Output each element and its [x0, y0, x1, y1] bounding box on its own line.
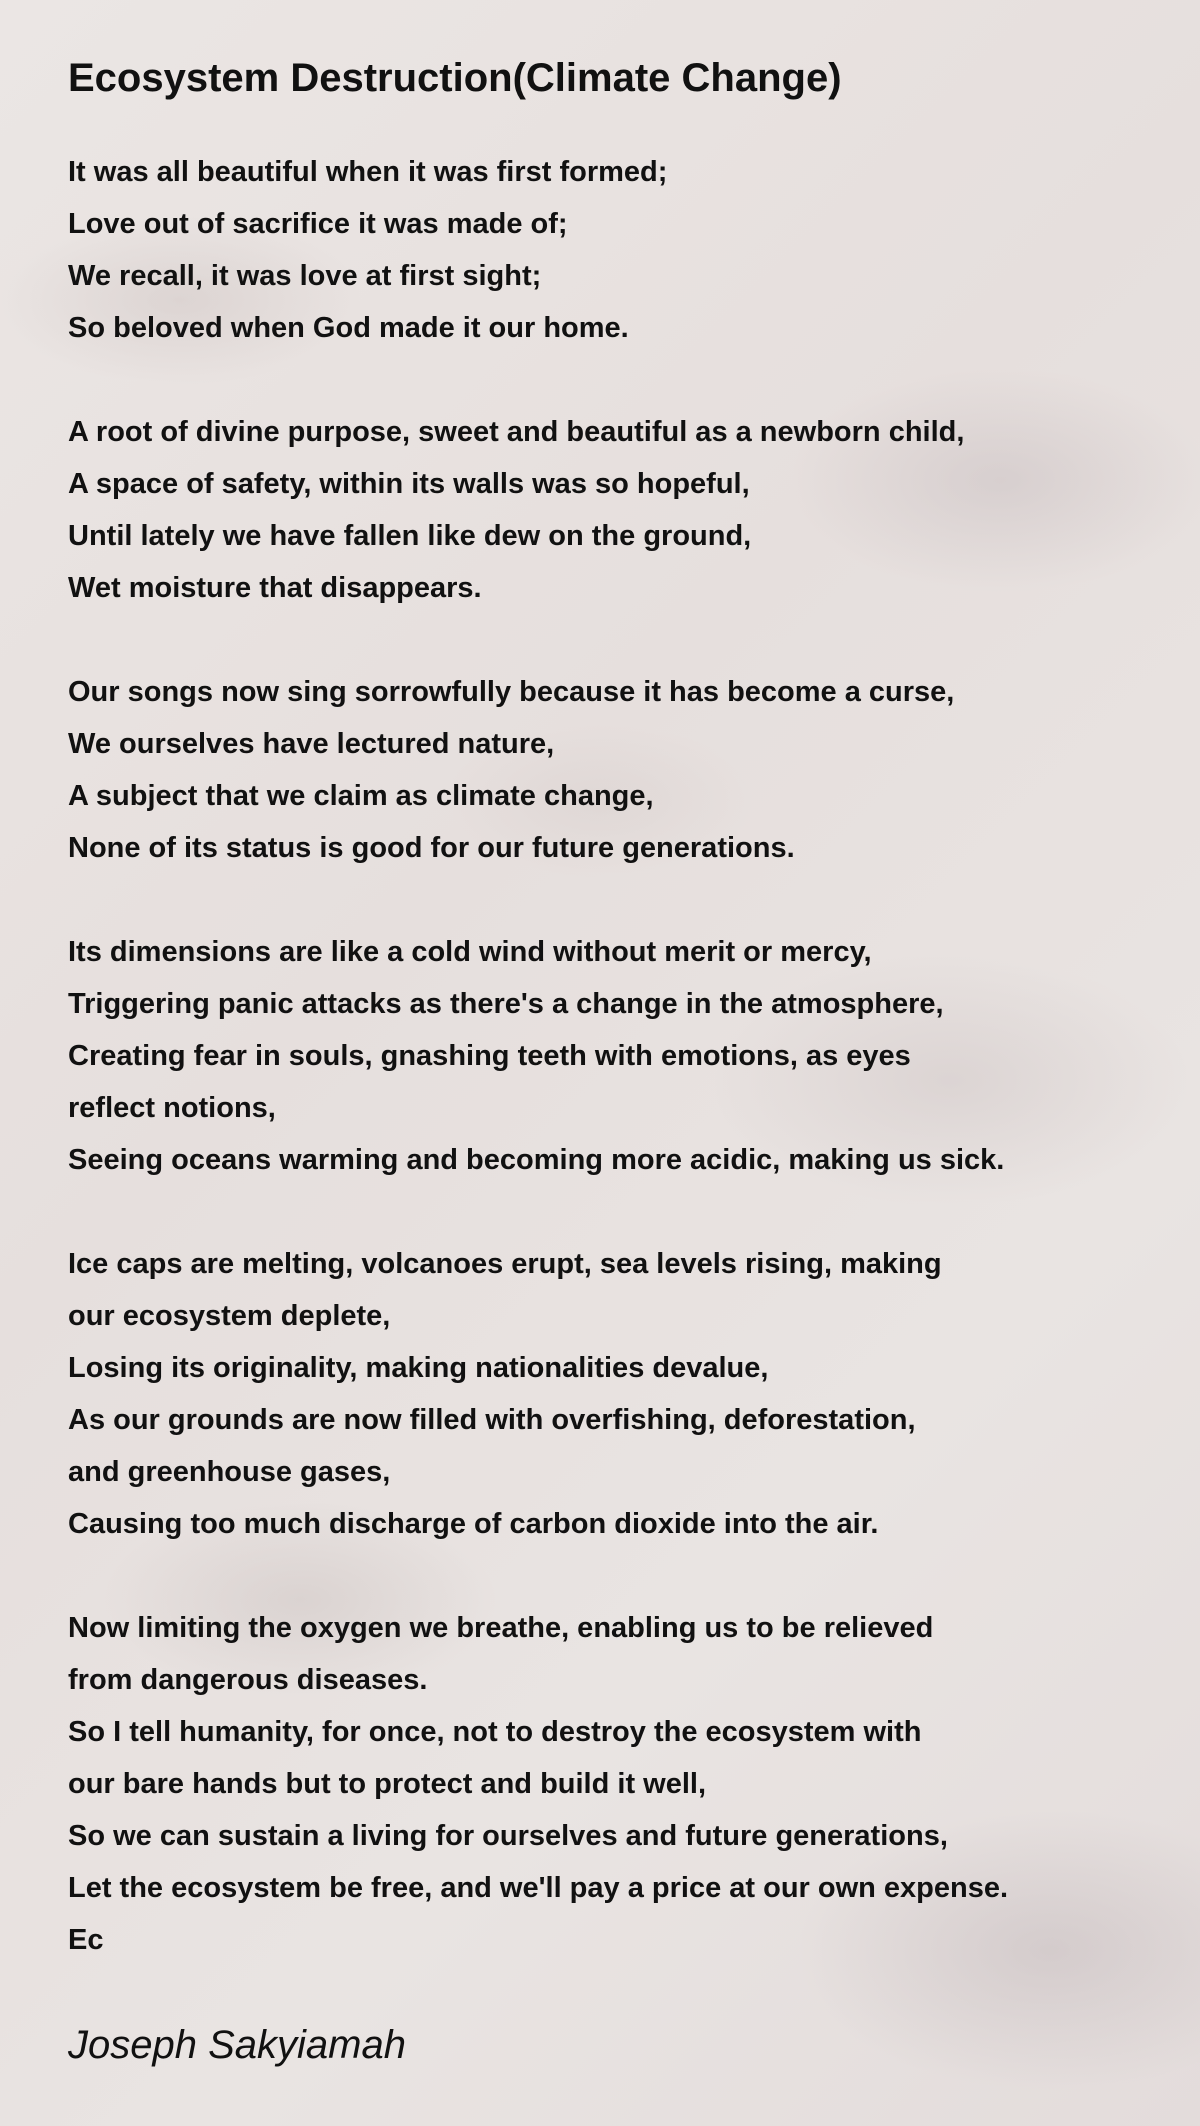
poem-body	[68, 146, 1008, 2018]
poem-line: Until lately we have fallen like dew on the ground,	[68, 520, 752, 552]
poem-title: Ecosystem Destruction(Climate Change)	[68, 56, 842, 100]
poem-card	[68, 50, 1168, 1956]
poem-line: So I tell humanity, for once, not to destroy the ecosystem with	[68, 1716, 922, 1748]
poem-line: our ecosystem deplete,	[68, 1300, 391, 1332]
poem-line: Wet moisture that disappears.	[68, 572, 482, 604]
poem-line: Creating fear in souls, gnashing teeth with emotions, as eyes	[68, 1040, 911, 1072]
poem-line: A subject that we claim as climate change,	[68, 780, 654, 812]
poem-line: Causing too much discharge of carbon dioxide into the air.	[68, 1508, 879, 1540]
poem-stanza	[68, 666, 1008, 874]
poem-line: Its dimensions are like a cold wind without merit or mercy,	[68, 936, 872, 968]
poem-line: None of its status is good for our future generations.	[68, 832, 795, 864]
poem-line: So we can sustain a living for ourselves and future generations,	[68, 1820, 948, 1852]
poem-line: Triggering panic attacks as there's a change in the atmosphere,	[68, 988, 944, 1020]
poem-line: Seeing oceans warming and becoming more acidic, making us sick.	[68, 1144, 1005, 1176]
poem-line: Ice caps are melting, volcanoes erupt, sea levels rising, making	[68, 1248, 942, 1280]
poem-line: Let the ecosystem be free, and we'll pay a price at our own expense.	[68, 1872, 1009, 1904]
poem-line: A root of divine purpose, sweet and beautiful as a newborn child,	[68, 416, 965, 448]
poem-author: Joseph Sakyiamah	[68, 2023, 406, 2067]
poem-line: Now limiting the oxygen we breathe, enabling us to be relieved	[68, 1612, 934, 1644]
poem-line: We recall, it was love at first sight;	[68, 260, 542, 292]
poem-stanza	[68, 926, 1008, 1186]
poem-line: reflect notions,	[68, 1092, 276, 1124]
poem-line: Ec	[68, 1924, 104, 1956]
poem-stanza	[68, 146, 1008, 354]
poem-line: Love out of sacrifice it was made of;	[68, 208, 568, 240]
poem-line: from dangerous diseases.	[68, 1664, 428, 1696]
poem-line: Our songs now sing sorrowfully because it has become a curse,	[68, 676, 955, 708]
poem-stanza	[68, 1602, 1008, 1966]
poem-stanza	[68, 406, 1008, 614]
poem-stanza	[68, 1238, 1008, 1550]
poem-line: Losing its originality, making nationalities devalue,	[68, 1352, 769, 1384]
poem-line: and greenhouse gases,	[68, 1456, 391, 1488]
poem-line: We ourselves have lectured nature,	[68, 728, 555, 760]
poem-line: So beloved when God made it our home.	[68, 312, 629, 344]
poem-line: As our grounds are now filled with overfishing, deforestation,	[68, 1404, 916, 1436]
poem-line: A space of safety, within its walls was so hopeful,	[68, 468, 750, 500]
poem-line: It was all beautiful when it was first formed;	[68, 156, 668, 188]
poem-line: our bare hands but to protect and build it well,	[68, 1768, 707, 1800]
